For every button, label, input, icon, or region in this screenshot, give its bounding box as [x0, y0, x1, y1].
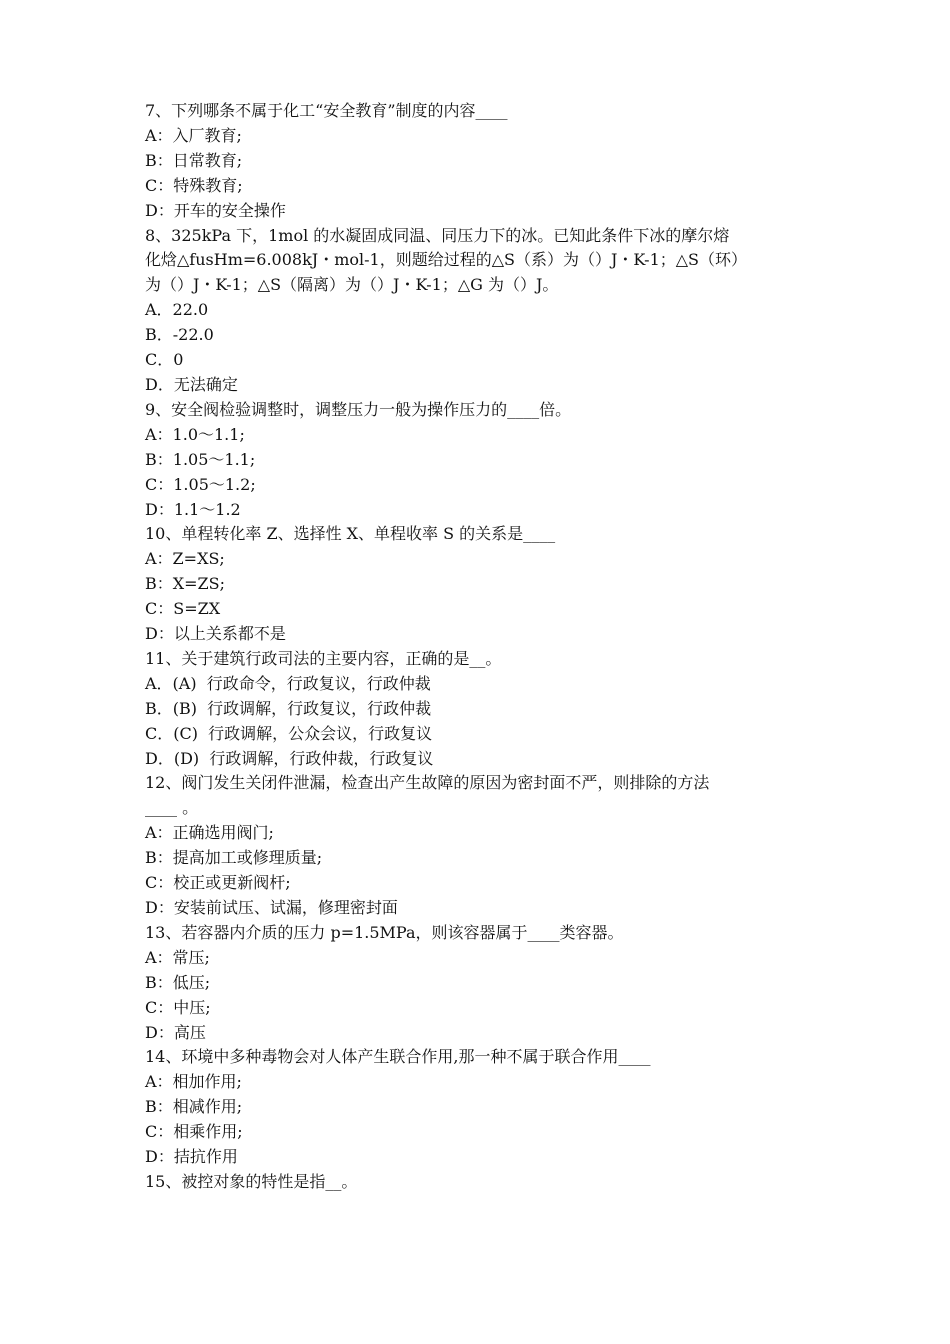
- text-line: B：低压;: [145, 972, 211, 992]
- text-line: C．0: [145, 350, 184, 370]
- text-line: D：高压: [145, 1022, 206, 1042]
- text-line: B：相减作用;: [145, 1097, 243, 1117]
- text-line: B．-22.0: [145, 325, 214, 345]
- text-line: D：1.1～1.2: [145, 499, 241, 519]
- text-line: B．(B) 行政调解，行政复议，行政仲裁: [145, 698, 432, 718]
- text-line: D：拮抗作用: [145, 1147, 238, 1167]
- text-line: C：S=ZX: [145, 599, 221, 619]
- text-line: D．(D) 行政调解，行政仲裁，行政复议: [145, 748, 434, 768]
- text-line: C：相乘作用;: [145, 1122, 243, 1142]
- text-line: 13、若容器内介质的压力 p=1.5MPa，则该容器属于____类容器。: [145, 922, 624, 942]
- text-line: 9、安全阀检验调整时，调整压力一般为操作压力的____倍。: [145, 399, 572, 419]
- text-line: D：安装前试压、试漏，修理密封面: [145, 898, 398, 917]
- text-line: 为（）J・K-1；△S（隔离）为（）J・K-1；△G 为（）J。: [145, 275, 559, 295]
- text-line: D：以上关系都不是: [145, 624, 286, 644]
- text-line: 7、下列哪条不属于化工“安全教育”制度的内容____: [145, 101, 508, 120]
- text-line: 11、关于建筑行政司法的主要内容，正确的是__。: [145, 648, 502, 668]
- text-line: 12、阀门发生关闭件泄漏，检查出产生故障的原因为密封面不严，则排除的方法: [145, 773, 710, 793]
- text-line: C：1.05～1.2;: [145, 474, 256, 494]
- text-line: A：1.0～1.1;: [145, 424, 245, 444]
- text-line: 8、325kPa 下，1mol 的水凝固成同温、同压力下的冰。已知此条件下冰的摩尔熔: [145, 225, 730, 245]
- text-line: A：正确选用阀门;: [145, 823, 274, 843]
- text-line: B：1.05～1.1;: [145, 449, 256, 469]
- text-line: B：日常教育;: [145, 150, 243, 170]
- text-line: 化焓△fusHm=6.008kJ・mol-1，则题给过程的△S（系）为（）J・K-1；△S（环）: [145, 250, 748, 270]
- text-line: A：Z=XS;: [145, 549, 225, 569]
- text-line: 10、单程转化率 Z、选择性 X、单程收率 S 的关系是____: [145, 524, 556, 544]
- text-line: ____ 。: [145, 798, 199, 818]
- text-line: A．(A) 行政命令，行政复议，行政仲裁: [145, 673, 431, 693]
- text-line: A：入厂教育;: [145, 125, 242, 145]
- text-line: B：X=ZS;: [145, 574, 226, 594]
- text-line: A：常压;: [145, 947, 210, 967]
- text-line: C：校正或更新阀杆;: [145, 873, 291, 893]
- text-line: A：相加作用;: [145, 1072, 242, 1092]
- text-line: D：开车的安全操作: [145, 200, 286, 220]
- text-line: C：特殊教育;: [145, 175, 243, 195]
- question-text-block: [145, 99, 815, 1195]
- text-line: C．(C) 行政调解，公众会议，行政复议: [145, 723, 433, 743]
- text-line: C：中压;: [145, 997, 211, 1017]
- text-line: D．无法确定: [145, 374, 238, 394]
- text-line: 15、被控对象的特性是指__。: [145, 1171, 358, 1191]
- text-line: 14、环境中多种毒物会对人体产生联合作用,那一种不属于联合作用____: [145, 1047, 651, 1067]
- text-line: B：提高加工或修理质量;: [145, 848, 323, 868]
- text-line: A．22.0: [145, 300, 209, 320]
